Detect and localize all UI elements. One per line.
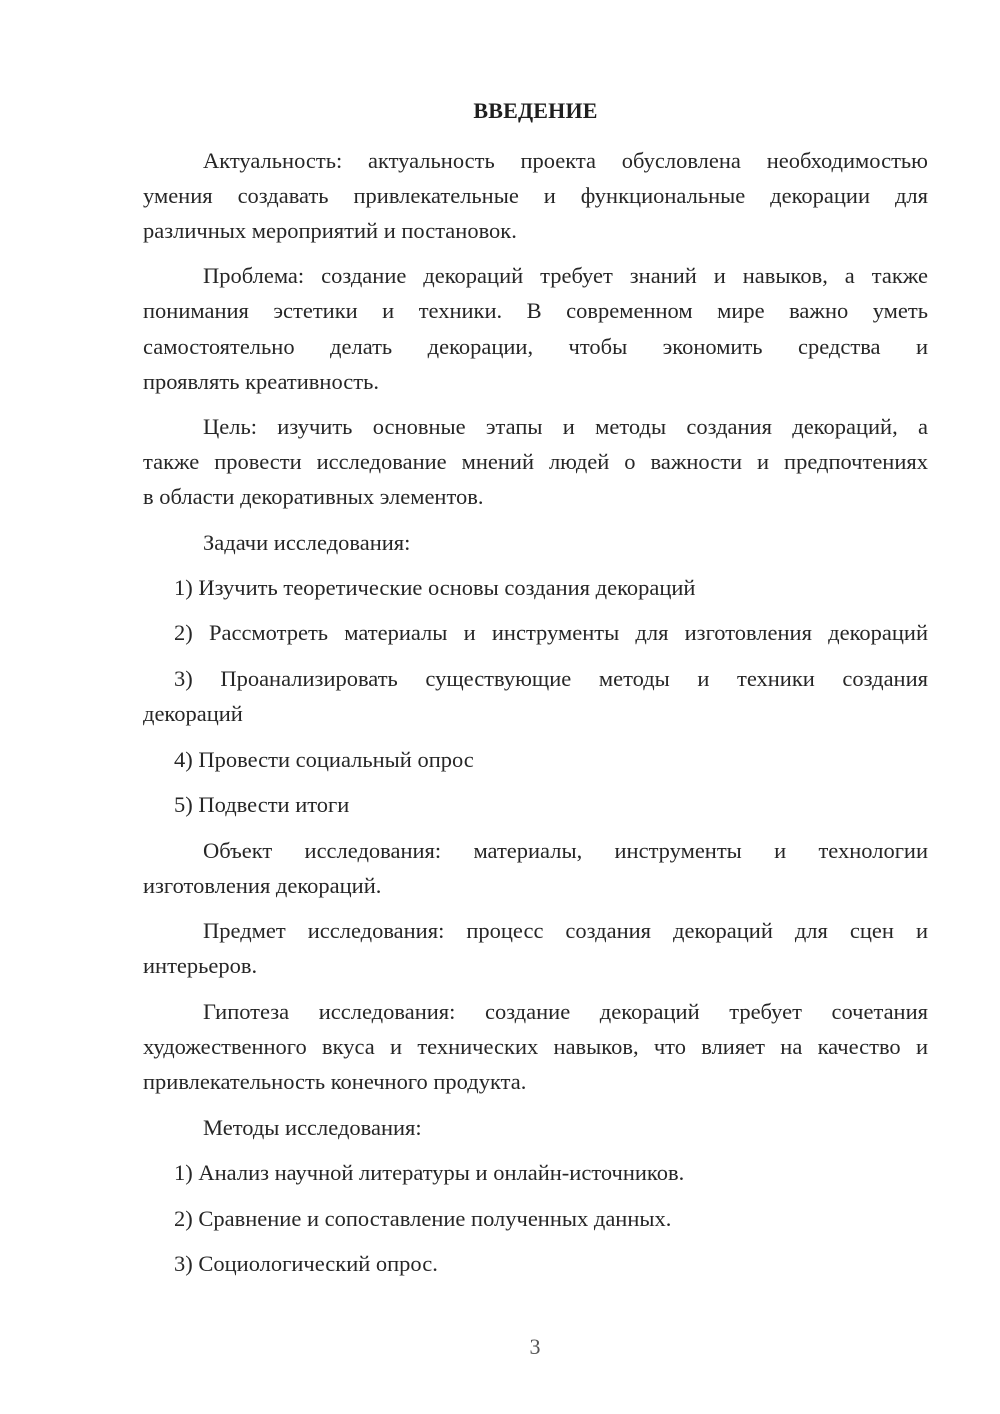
page-number: 3 <box>529 1334 541 1359</box>
section-heading: ВВЕДЕНИЕ <box>473 98 598 123</box>
paragraph-hypothesis-line-1: Гипотеза исследования: создание декораций требует сочетания <box>203 999 928 1024</box>
method-item-1: 1) Анализ научной литературы и онлайн-источников. <box>174 1160 685 1185</box>
method-item-2: 2) Сравнение и сопоставление полученных данных. <box>174 1206 672 1231</box>
paragraph-relevance-line-1: Актуальность: актуальность проекта обусловлена необходимостью <box>203 148 928 173</box>
methods-heading: Методы исследования: <box>203 1115 422 1140</box>
tasks-heading: Задачи исследования: <box>203 530 411 555</box>
task-item-1: 1) Изучить теоретические основы создания декораций <box>174 575 696 600</box>
paragraph-subject-line-2: интерьеров. <box>143 953 258 978</box>
paragraph-goal-line-1: Цель: изучить основные этапы и методы создания декораций, а <box>203 414 928 439</box>
task-item-3-line-1: 3) Проанализировать существующие методы и техники создания <box>174 666 928 691</box>
paragraph-hypothesis-line-2: художественного вкуса и технических навыков, что влияет на качество и <box>143 1034 928 1059</box>
paragraph-hypothesis-line-3: привлекательность конечного продукта. <box>143 1069 527 1094</box>
paragraph-relevance-line-2: умения создавать привлекательные и функциональные декорации для <box>143 183 928 208</box>
paragraph-problem-line-2: понимания эстетики и техники. В современном мире важно уметь <box>143 298 928 323</box>
paragraph-subject-line-1: Предмет исследования: процесс создания декораций для сцен и <box>203 918 928 943</box>
paragraph-relevance-line-3: различных мероприятий и постановок. <box>143 218 517 243</box>
paragraph-problem-line-1: Проблема: создание декораций требует знаний и навыков, а также <box>203 263 928 288</box>
method-item-3: 3) Социологический опрос. <box>174 1251 438 1276</box>
paragraph-goal-line-2: также провести исследование мнений людей о важности и предпочтениях <box>143 449 928 474</box>
paragraph-problem-line-4: проявлять креативность. <box>143 369 379 394</box>
paragraph-problem-line-3: самостоятельно делать декорации, чтобы экономить средства и <box>143 334 928 359</box>
paragraph-object-line-2: изготовления декораций. <box>143 873 382 898</box>
task-item-4: 4) Провести социальный опрос <box>174 747 474 772</box>
task-item-5: 5) Подвести итоги <box>174 792 350 817</box>
paragraph-object-line-1: Объект исследования: материалы, инструменты и технологии <box>203 838 928 863</box>
paragraph-goal-line-3: в области декоративных элементов. <box>143 484 484 509</box>
task-item-2: 2) Рассмотреть материалы и инструменты для изготовления декораций <box>174 620 928 645</box>
task-item-3-line-2: декораций <box>143 701 243 726</box>
